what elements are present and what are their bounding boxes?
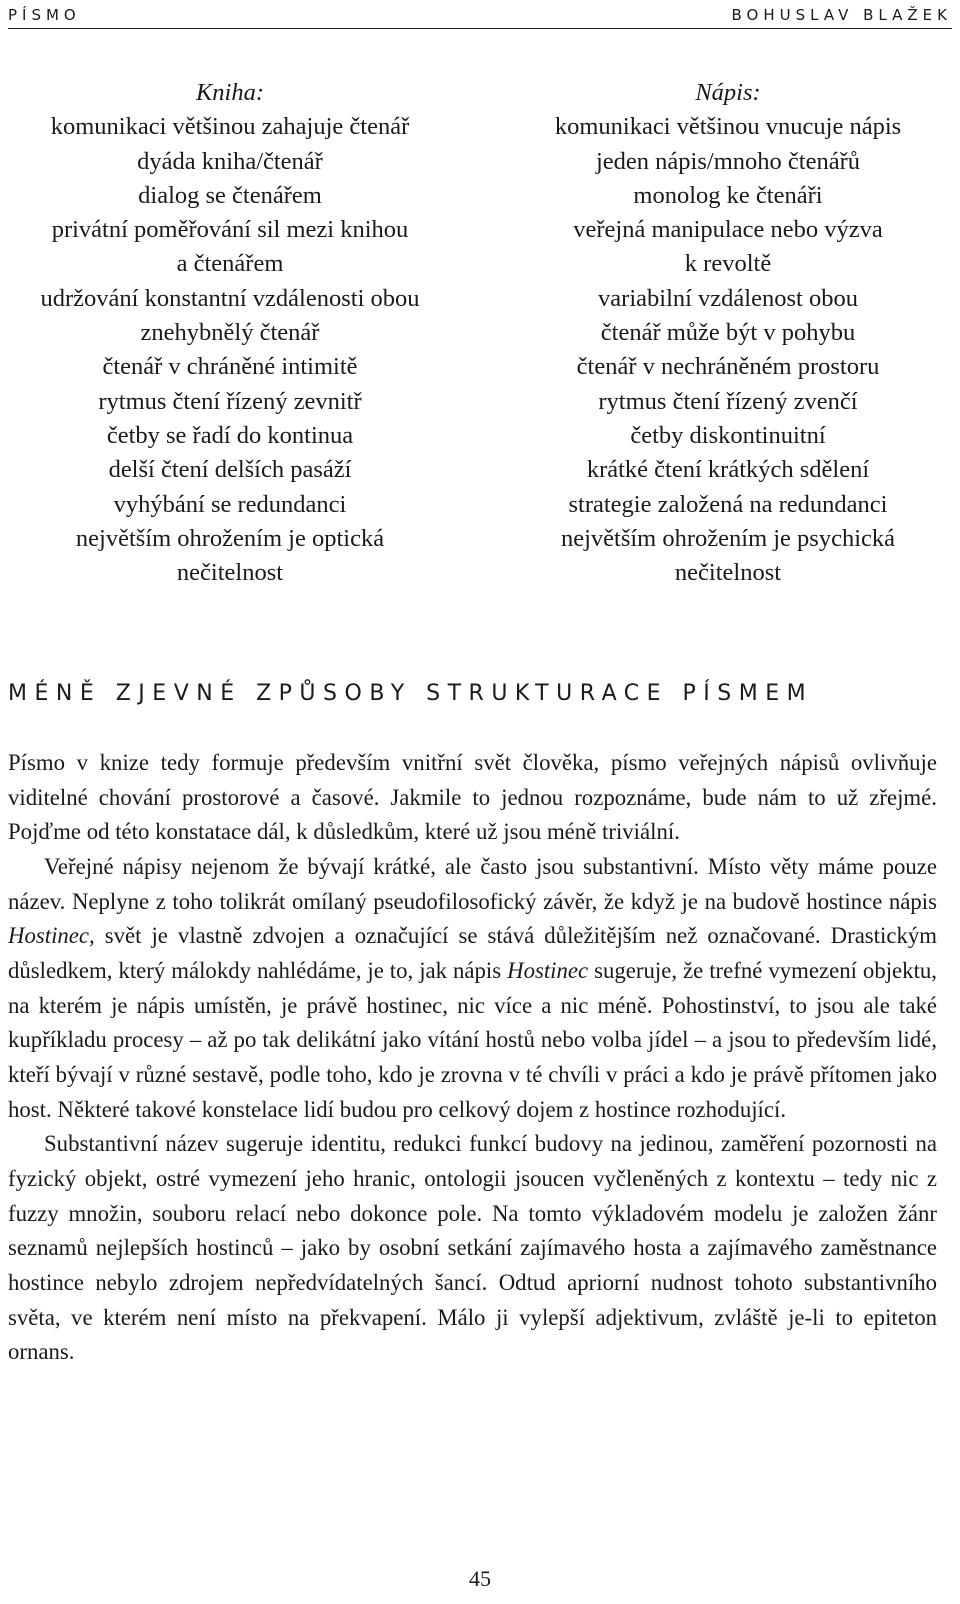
column-sign-line: čtenář může být v pohybu: [600, 319, 856, 347]
header-author: BOHUSLAV BLAŽEK: [731, 6, 952, 24]
column-book-lines: [4, 110, 456, 590]
column-book-line: delší čtení delších pasáží: [108, 456, 352, 484]
column-sign-line: k revoltě: [684, 250, 772, 278]
page-number: 45: [469, 1566, 491, 1591]
column-sign: [502, 76, 954, 590]
running-header: [8, 6, 952, 29]
column-sign-line: veřejná manipulace nebo výzva: [573, 216, 883, 244]
paragraph-2: Veřejné nápisy nejenom že bývají krátké, ale často jsou substantivní. Místo věty máme pouze název. Neplyne z toho tolikrát omílaný pseudofilosofický závěr, že když je na budově hostince nápis Hostinec, svět je vlastně zdvojen a označující se stává důležitějším než označované. Drastickým důsledkem, který málokdy nahlédáme, je to, jak nápis Hostinec sugeruje, že trefné vymezení objektu, na kterém je nápis umístěn, je právě hostinec, nic více a nic méně. Pohostinství, to jsou ale také kupříkladu procesy – až po tak delikátní jako vítání hostů nebo volba jídel – a jsou to především lidé, kteří bývají v různé sestavě, podle toho, kdo je zrovna v té chvíli v práci a kdo je právě přítomen jako host. Některé takové konstelace lidí budou pro celkový dojem z hostince rozhodující.: [8, 853, 937, 1122]
column-sign-line: variabilní vzdálenost obou: [598, 284, 858, 312]
column-book-line: komunikaci většinou zahajuje čtenář: [50, 113, 410, 141]
column-book-line: dialog se čtenářem: [138, 181, 322, 209]
column-book-line: rytmus čtení řízený zevnitř: [98, 387, 362, 415]
column-book-line: četby se řadí do kontinua: [106, 421, 354, 449]
paragraph-3: Substantivní název sugeruje identitu, redukci funkcí budovy na jedinou, zaměření pozornosti na fyzický objekt, ostré vymezení jeho hranic, ontologii jsoucen vyčleněných z kontextu – tedy nic z fuzzy množin, souboru relací nebo dokonce pole. Na tomto výkladovém modelu je založen žánr seznamů nejlepších hostinců – jako by osobní setkání zajímavého hosta a zajímavého zaměstnance hostince nebylo zdrojem nepředvídatelných šancí. Odtud apriorní nudnost tohoto substantivního světa, ve kterém není místo na překvapení. Málo ji vylepší adjektivum, zvláště je-li to epiteton ornans.: [8, 1131, 937, 1365]
header-section-title: PÍSMO: [8, 6, 81, 24]
column-book-line: dyáda kniha/čtenář: [137, 147, 323, 175]
section-heading: MÉNĚ ZJEVNÉ ZPŮSOBY STRUKTURACE PÍSMEM: [8, 681, 814, 706]
column-sign-line: rytmus čtení řízený zvenčí: [598, 387, 858, 415]
column-sign-line: nečitelnost: [674, 559, 782, 587]
column-book-line: nečitelnost: [176, 559, 284, 587]
column-book-line: čtenář v chráněné intimitě: [102, 353, 358, 381]
column-book-line: udržování konstantní vzdálenosti obou: [40, 284, 420, 312]
body-text: [8, 746, 937, 1370]
column-book-line: vyhýbání se redundanci: [113, 490, 347, 518]
column-sign-line: jeden nápis/mnoho čtenářů: [596, 147, 860, 175]
column-sign-line: krátké čtení krátkých sdělení: [586, 456, 870, 484]
column-sign-line: strategie založená na redundanci: [568, 490, 888, 518]
column-book-line: a čtenářem: [176, 250, 284, 278]
column-sign-title: Nápis:: [695, 79, 761, 106]
column-sign-line: největším ohrožením je psychická: [560, 524, 896, 552]
column-book: [4, 76, 456, 590]
italic-term: Hostinec: [8, 923, 90, 949]
column-sign-line: monolog ke čtenáři: [633, 181, 823, 209]
column-book-line: privátní poměřování sil mezi knihou: [51, 216, 409, 244]
paragraph-1: Písmo v knize tedy formuje především vnitřní svět člověka, písmo veřejných nápisů ovlivňuje viditelné chování prostorové a časové. Jakmile to jednou rozpoznáme, bude nám to už zřejmé. Pojďme od této konstatace dál, k důsledkům, které už jsou méně triviální.: [8, 750, 937, 845]
column-book-line: největším ohrožením je optická: [75, 524, 385, 552]
column-sign-line: čtenář v nechráněném prostoru: [576, 353, 880, 381]
column-sign-line: četby diskontinuitní: [630, 421, 826, 449]
italic-term: Hostinec: [507, 957, 589, 983]
column-sign-line: komunikaci většinou vnucuje nápis: [554, 113, 902, 141]
column-book-title: Kniha:: [195, 79, 265, 106]
column-book-line: znehybnělý čtenář: [140, 319, 320, 347]
column-sign-lines: [502, 110, 954, 590]
